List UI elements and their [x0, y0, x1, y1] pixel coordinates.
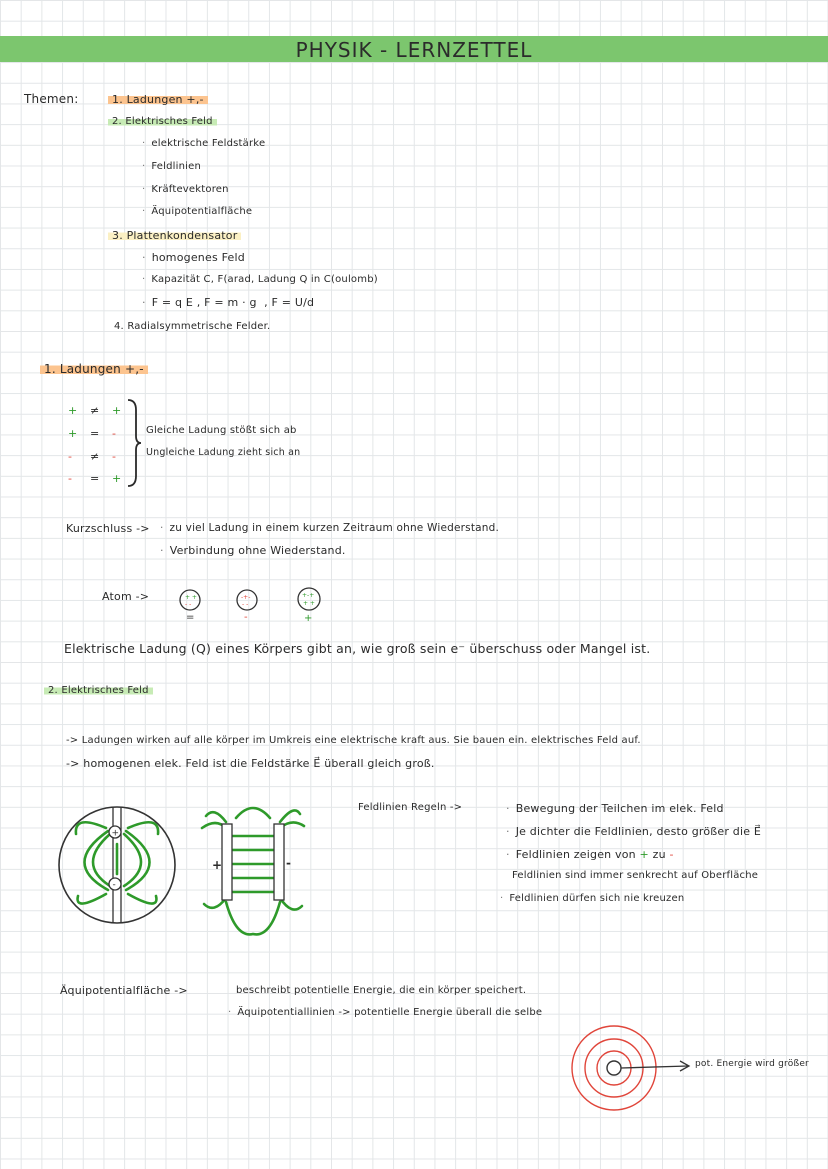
theme-3-item: · homogenes Feld [142, 251, 245, 264]
field-rules-label: Feldlinien Regeln -> [358, 802, 463, 813]
charge-definition: Elektrische Ladung (Q) eines Körpers gibt an, wie groß sein e⁻ überschuss oder Mangel ist. [64, 641, 651, 656]
charge-row: - = + [68, 472, 122, 485]
short-circuit-line: · Verbindung ohne Wiederstand. [160, 544, 346, 557]
charge-row: + = - [68, 427, 117, 440]
svg-text:-: - [112, 880, 116, 890]
homogeneous-field-note: -> homogenen elek. Feld ist die Feldstärke E⃗ überall gleich groß. [66, 757, 435, 770]
svg-text:- -: - - [242, 601, 249, 608]
svg-text:-+-: -+- [241, 594, 251, 601]
theme-2-item: · Äquipotentialfläche [142, 206, 253, 217]
field-rule: · Bewegung der Teilchen im elek. Feld [506, 802, 724, 815]
section-2-heading: 2. Elektrisches Feld [44, 685, 153, 696]
equipotential-label: Äquipotentialfläche -> [60, 984, 188, 997]
atom-positive-icon [296, 586, 322, 612]
field-explanation: -> Ladungen wirken auf alle körper im Umkreis eine elektrische kraft aus. Sie bauen ein. elektrisches Feld auf. [66, 735, 641, 746]
field-rule: · Feldlinien dürfen sich nie kreuzen [500, 893, 685, 904]
svg-text:+-+: +-+ [302, 592, 315, 599]
theme-2-item: · Kräftevektoren [142, 184, 229, 195]
atom-label: Atom -> [102, 590, 150, 603]
theme-2-item: · Feldlinien [142, 161, 202, 172]
curly-brace [126, 398, 142, 488]
equipotential-desc: beschreibt potentielle Energie, die ein körper speichert. [236, 985, 527, 996]
plate-minus-label: - [286, 856, 292, 870]
theme-3-item: · Kapazität C, F(arad, Ladung Q in C(oulomb) [142, 274, 378, 285]
short-circuit-line: · zu viel Ladung in einem kurzen Zeitraum ohne Wiederstand. [160, 522, 500, 534]
atom-sign-neutral: = [186, 612, 195, 623]
svg-text:+: + [111, 828, 120, 839]
atom-neutral-icon [178, 588, 202, 612]
atom-sign-negative: - [244, 612, 248, 623]
atom-negative-icon [235, 588, 259, 612]
field-rule: Feldlinien sind immer senkrecht auf Oberfläche [512, 870, 759, 881]
svg-text:+ +: + + [303, 600, 315, 607]
plate-plus-label: + [212, 858, 223, 872]
charge-row: + ≠ + [68, 404, 122, 417]
energy-increase-label: pot. Energie wird größer [695, 1059, 809, 1069]
equipotential-lines-note: · Äquipotentiallinien -> potentielle Energie überall die selbe [228, 1007, 543, 1018]
theme-2-item: · elektrische Feldstärke [142, 138, 266, 149]
field-rule: · Feldlinien zeigen von + zu - [506, 848, 674, 861]
svg-text:- -: - - [185, 601, 192, 608]
theme-3: 3. Plattenkondensator [108, 229, 241, 242]
field-rule: · Je dichter die Feldlinien, desto größer die E⃗ [506, 825, 762, 838]
theme-4: 4. Radialsymmetrische Felder. [114, 321, 271, 332]
dipole-field-diagram [56, 804, 178, 926]
svg-text:+ +: + + [185, 594, 197, 601]
atom-sign-positive: + [304, 613, 313, 624]
theme-1: 1. Ladungen +,- [108, 93, 208, 106]
page-title: PHYSIK - LERNZETTEL [295, 38, 533, 62]
themes-label: Themen: [24, 92, 79, 106]
short-circuit-label: Kurzschluss -> [66, 522, 150, 535]
rule-like-charges: Gleiche Ladung stößt sich ab [146, 425, 297, 436]
rule-unlike-charges: Ungleiche Ladung zieht sich an [146, 447, 301, 458]
theme-2: 2. Elektrisches Feld [108, 116, 217, 127]
section-1-heading: 1. Ladungen +,- [40, 362, 148, 376]
charge-row: - ≠ - [68, 450, 117, 463]
equipotential-circles-diagram [570, 1026, 750, 1116]
theme-3-formulas: · F = q E , F = m · g , F = U/d [142, 296, 315, 309]
